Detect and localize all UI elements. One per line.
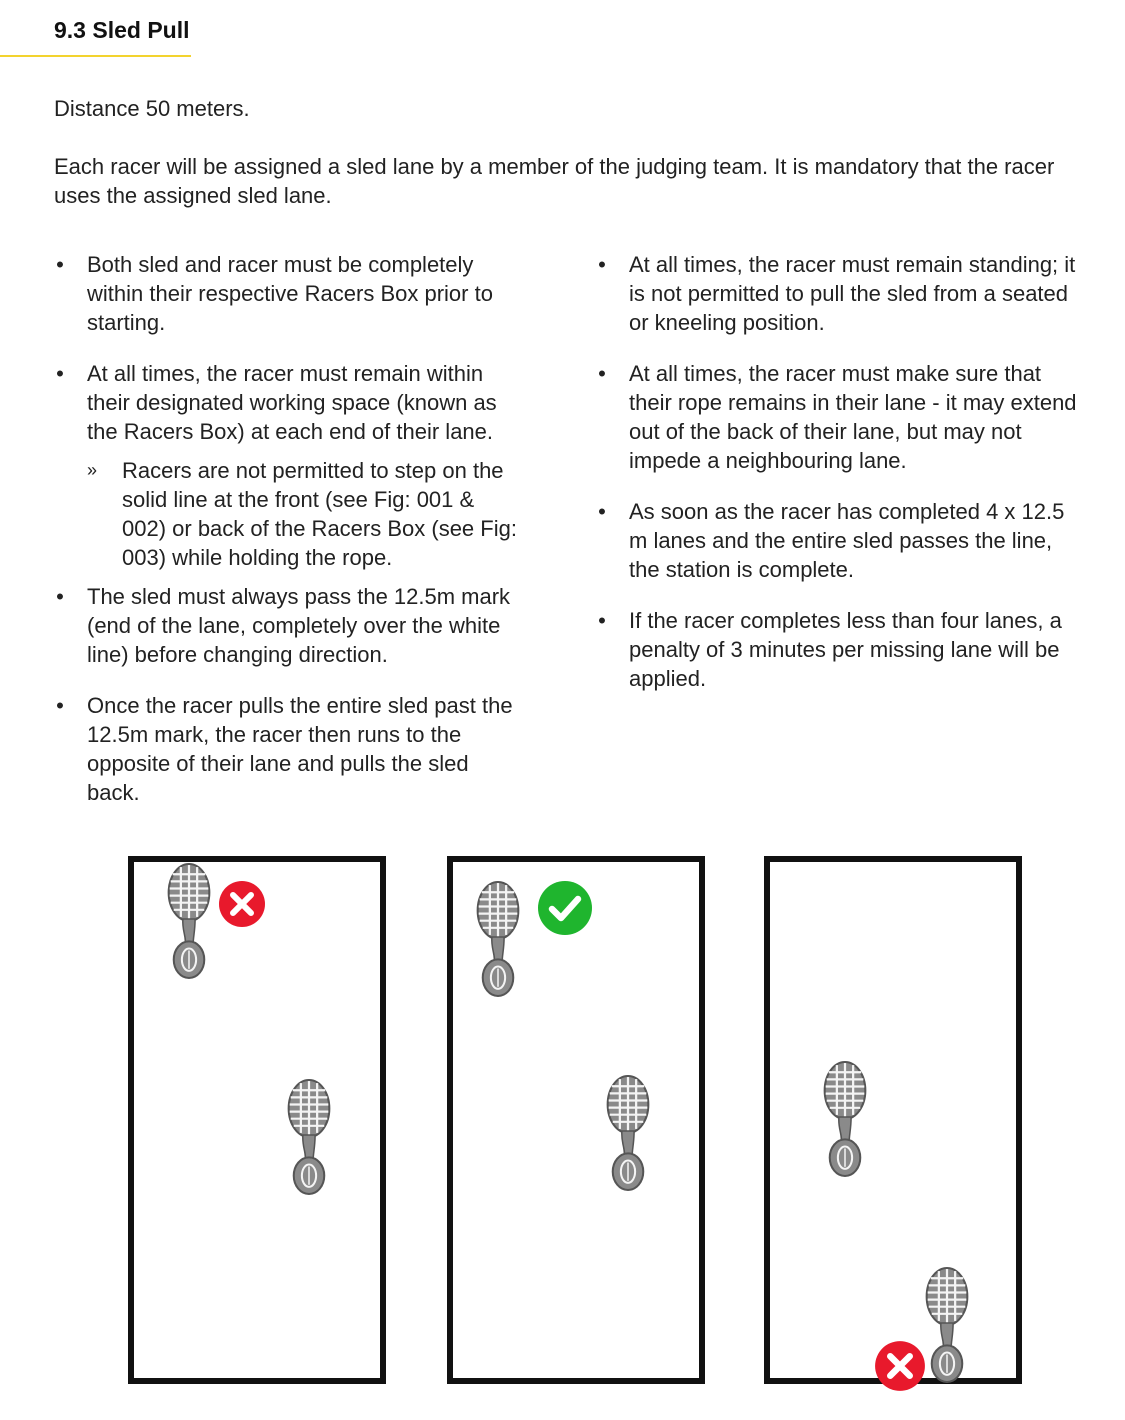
- rule-item: [54, 582, 524, 669]
- distance-text: Distance 50 meters.: [54, 96, 250, 121]
- bullet-dot: •: [56, 252, 64, 277]
- rule-item: [596, 606, 1081, 693]
- bullet-dot: •: [56, 693, 64, 718]
- x-icon: [874, 1340, 926, 1392]
- shoeprint-icon: [475, 880, 521, 998]
- sub-marker: »: [87, 460, 98, 480]
- rules-left-column: [54, 250, 524, 829]
- sub-rule-text: Racers are not permitted to step on the solid line at the front (see Fig: 001 & 002) or back of the Racers Box (see Fig: 003) while holding the rope.: [122, 458, 517, 570]
- rule-text: Both sled and racer must be completely within their respective Racers Box prior to starting.: [87, 252, 493, 335]
- title-underline: [0, 55, 191, 57]
- bullet-dot: •: [598, 499, 606, 524]
- rule-text: At all times, the racer must remain standing; it is not permitted to pull the sled from a seated or kneeling position.: [629, 252, 1076, 335]
- rule-item: [54, 359, 524, 446]
- shoeprint-icon: [822, 1060, 868, 1178]
- rule-text: Once the racer pulls the entire sled past the 12.5m mark, the racer then runs to the opposite of their lane and pulls the sled back.: [87, 693, 513, 805]
- figure-001: [128, 856, 386, 1384]
- rule-item: [54, 250, 524, 337]
- bullet-dot: •: [598, 608, 606, 633]
- sub-rule-item: [54, 456, 524, 572]
- rule-item: [596, 359, 1081, 475]
- bullet-dot: •: [56, 584, 64, 609]
- rule-text: At all times, the racer must make sure that their rope remains in their lane - it may extend out of the back of their lane, but may not impede a neighbouring lane.: [629, 361, 1077, 473]
- rules-right-column: [596, 250, 1081, 715]
- bullet-dot: •: [56, 361, 64, 386]
- figure-003: [764, 856, 1022, 1384]
- rule-text: At all times, the racer must remain within their designated working space (known as the Racers Box) at each end of their lane.: [87, 361, 497, 444]
- figure-002: [447, 856, 705, 1384]
- shoeprint-icon: [286, 1078, 332, 1196]
- assignment-text: Each racer will be assigned a sled lane by a member of the judging team. It is mandatory that the racer uses the assigned sled lane.: [54, 154, 1055, 208]
- rule-item: [596, 497, 1081, 584]
- rule-text: As soon as the racer has completed 4 x 12.5 m lanes and the entire sled passes the line, the station is complete.: [629, 499, 1065, 582]
- x-icon: [218, 880, 266, 928]
- rule-text: The sled must always pass the 12.5m mark (end of the lane, completely over the white line) before changing direction.: [87, 584, 511, 667]
- check-icon: [537, 880, 593, 936]
- shoeprint-icon: [924, 1266, 970, 1384]
- shoeprint-icon: [166, 862, 212, 980]
- shoeprint-icon: [605, 1074, 651, 1192]
- section-title: 9.3 Sled Pull: [54, 17, 190, 43]
- rule-item: [596, 250, 1081, 337]
- bullet-dot: •: [598, 361, 606, 386]
- rule-item: [54, 691, 524, 807]
- rule-text: If the racer completes less than four lanes, a penalty of 3 minutes per missing lane will be applied.: [629, 608, 1062, 691]
- bullet-dot: •: [598, 252, 606, 277]
